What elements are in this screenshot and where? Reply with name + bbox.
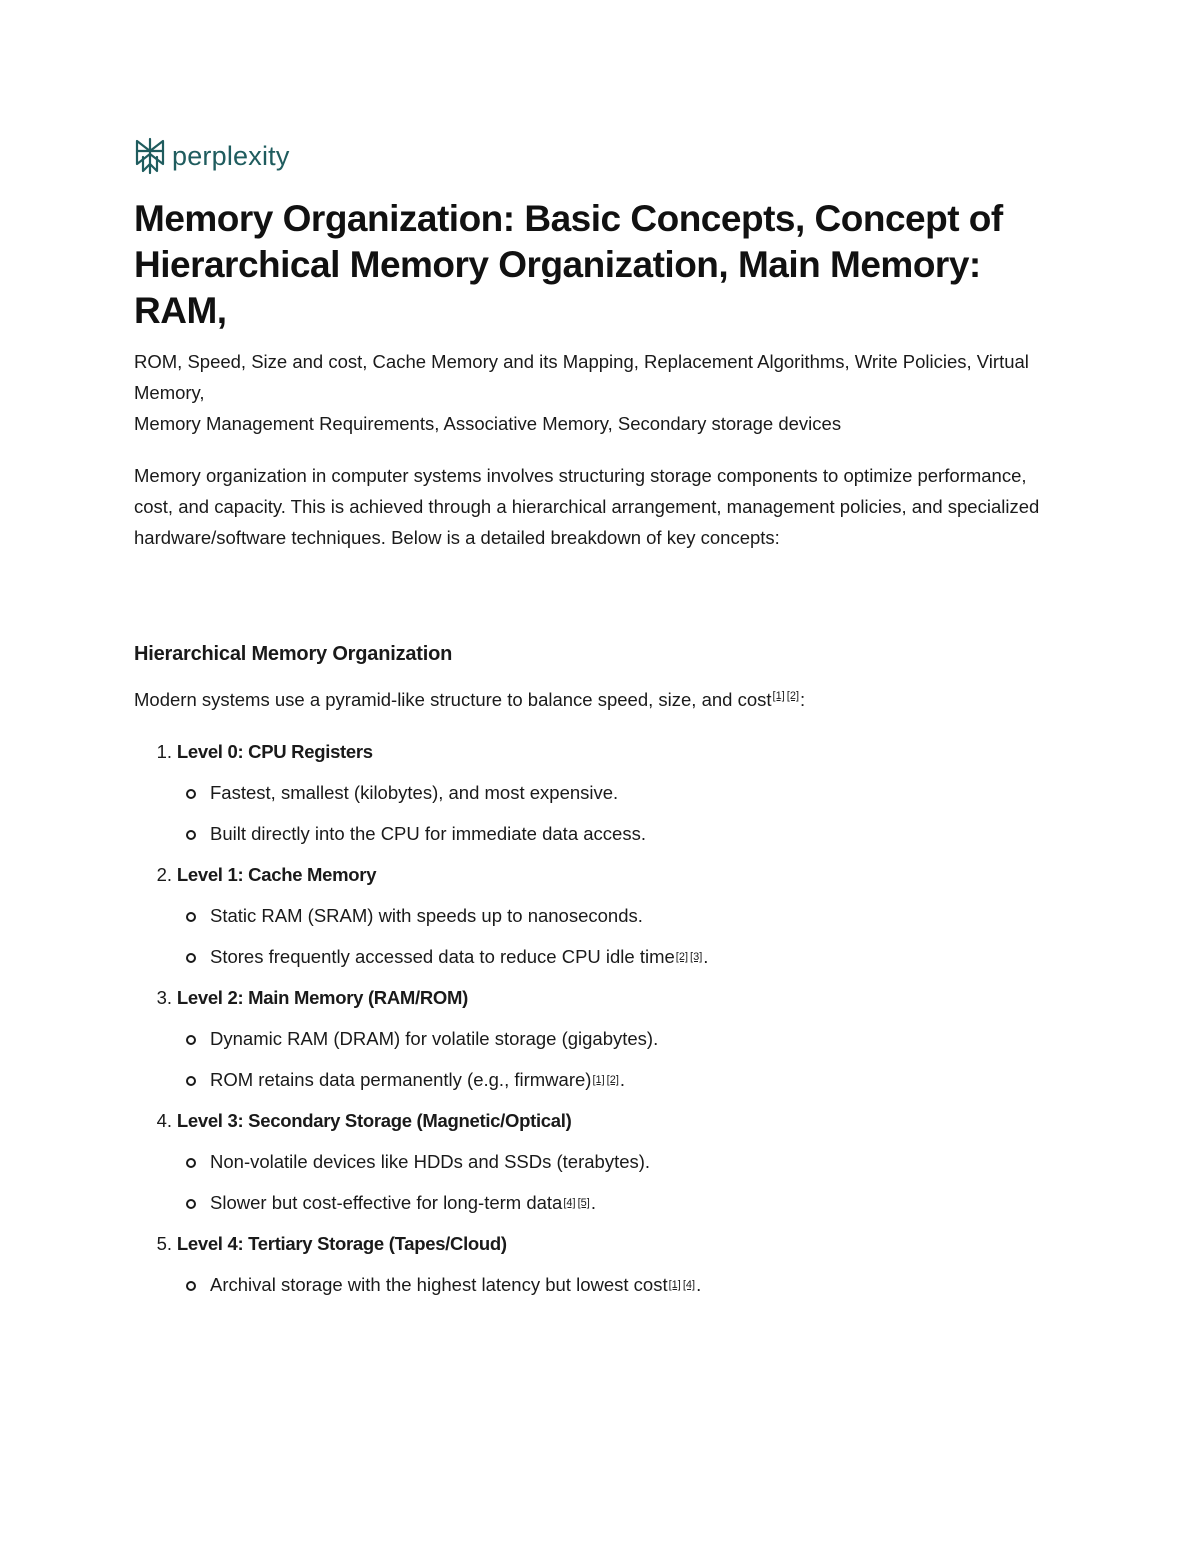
- bullet-text: Non-volatile devices like HDDs and SSDs (terabytes).: [210, 1151, 651, 1172]
- perplexity-logo-icon: [134, 137, 166, 175]
- logo-wordmark: perplexity: [172, 140, 290, 171]
- section-heading: Hierarchical Memory Organization: [134, 643, 453, 665]
- list-number: 1.: [156, 741, 172, 762]
- perplexity-logo: [134, 136, 290, 176]
- section-intro: [134, 686, 805, 714]
- bullet-text: Slower but cost-effective for long-term data: [210, 1192, 563, 1213]
- subtitle-line-2: Memory Management Requirements, Associative Memory, Secondary storage devices: [134, 413, 842, 434]
- bullet-text: Built directly into the CPU for immediate data access.: [210, 823, 646, 844]
- bullet-list: [134, 902, 1064, 971]
- bullet-text: Static RAM (SRAM) with speeds up to nanoseconds.: [210, 905, 643, 926]
- level-title: Level 3: Secondary Storage (Magnetic/Optical): [176, 1110, 572, 1131]
- list-item: [134, 861, 1064, 971]
- bullet-item: ROM retains data permanently (e.g., firmware) [1] [2] .: [134, 1066, 1064, 1094]
- bullet-item: Slower but cost-effective for long-term data [4] [5] .: [134, 1189, 1064, 1217]
- bullet-item: [134, 1025, 1064, 1053]
- level-heading: [134, 861, 1064, 889]
- list-item: [134, 984, 1064, 1094]
- list-number: 5.: [156, 1233, 172, 1254]
- intro-paragraph: Memory organization in computer systems involves structuring storage components to optimize performance, cost, and capacity. This is achieved through a hierarchical arrangement, management policies, and specialized hardware/software techniques. Below is a detailed breakdown of key concepts:: [134, 465, 1040, 548]
- bullet-end: .: [619, 1069, 626, 1090]
- bullet-text: ROM retains data permanently (e.g., firmware): [210, 1069, 592, 1090]
- list-number: 4.: [156, 1110, 172, 1131]
- bullet-item: [134, 820, 1064, 848]
- list-item: [134, 738, 1064, 848]
- citation-link[interactable]: [1]: [772, 690, 785, 702]
- bullet-list: [134, 779, 1064, 848]
- list-item: [134, 1107, 1064, 1217]
- memory-levels-list: [134, 738, 1064, 1312]
- list-item: [134, 1230, 1064, 1299]
- level-heading: [134, 984, 1064, 1012]
- bullet-list: [134, 1271, 1064, 1299]
- bullet-list: [134, 1025, 1064, 1094]
- bullet-item: [134, 902, 1064, 930]
- level-heading: [134, 1107, 1064, 1135]
- bullet-item: [134, 779, 1064, 807]
- level-title: Level 0: CPU Registers: [176, 741, 373, 762]
- bullet-text: Dynamic RAM (DRAM) for volatile storage (gigabytes).: [210, 1028, 659, 1049]
- level-title: Level 1: Cache Memory: [176, 864, 377, 885]
- bullet-item: Stores frequently accessed data to reduce CPU idle time [2] [3] .: [134, 943, 1064, 971]
- list-number: 3.: [156, 987, 172, 1008]
- section-intro-text: Modern systems use a pyramid-like structure to balance speed, size, and cost: [134, 689, 772, 710]
- list-number: 2.: [156, 864, 172, 885]
- bullet-item: [134, 1148, 1064, 1176]
- level-title: Level 4: Tertiary Storage (Tapes/Cloud): [176, 1233, 507, 1254]
- bullet-end: .: [590, 1192, 596, 1213]
- citation-link[interactable]: [2]: [786, 690, 799, 702]
- level-heading: [134, 1230, 1064, 1258]
- bullet-text: Stores frequently accessed data to reduce CPU idle time: [210, 946, 675, 967]
- bullet-list: [134, 1148, 1064, 1217]
- bullet-end: .: [696, 1274, 702, 1295]
- subtitle-line-1: ROM, Speed, Size and cost, Cache Memory and its Mapping, Replacement Algorithms, Write Policies, Virtual Memory,: [134, 351, 1029, 403]
- level-heading: [134, 738, 1064, 766]
- page-title: Memory Organization: Basic Concepts, Concept of Hierarchical Memory Organization, Main Memory: RAM,: [134, 198, 1003, 331]
- level-title: Level 2: Main Memory (RAM/ROM): [176, 987, 468, 1008]
- bullet-text: Fastest, smallest (kilobytes), and most expensive.: [210, 782, 619, 803]
- section-intro-end: :: [800, 689, 806, 710]
- page-subtitle: [134, 346, 1064, 439]
- bullet-item: Archival storage with the highest latency but lowest cost [1] [4] .: [134, 1271, 1064, 1299]
- bullet-text: Archival storage with the highest latency but lowest cost: [210, 1274, 668, 1295]
- bullet-end: .: [703, 946, 709, 967]
